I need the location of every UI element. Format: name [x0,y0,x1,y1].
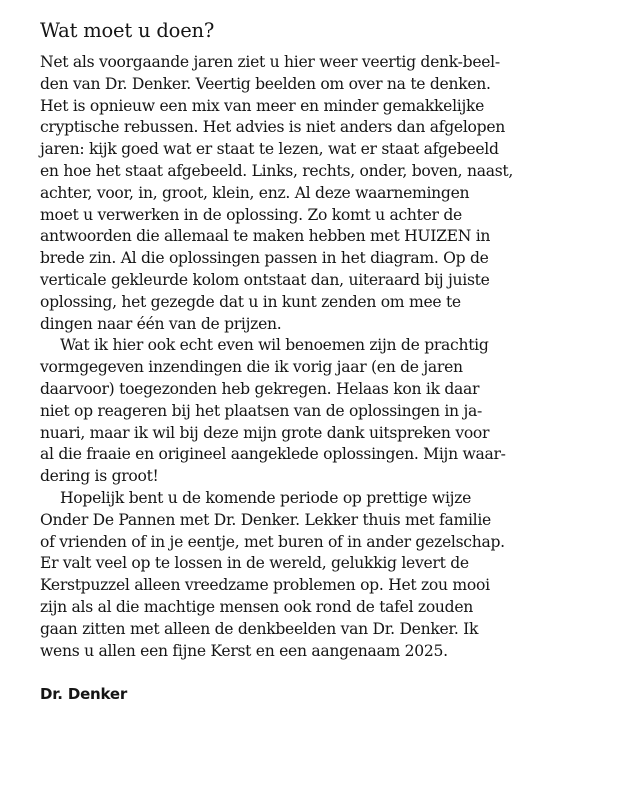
text-line: oplossing, het gezegde dat u in kunt zenden om mee te [40,292,461,311]
text-line: en hoe het staat afgebeeld. Links, rechts, onder, boven, naast, [40,161,514,180]
text-line: vormgegeven inzendingen die ik vorig jaar (en de jaren [40,358,463,377]
text-line: moet u verwerken in de oplossing. Zo komt u achter de [40,205,462,224]
text-line: Onder De Pannen met Dr. Denker. Lekker thuis met familie [40,510,491,529]
text-line: verticale gekleurde kolom ontstaat dan, uiteraard bij juiste [40,270,490,289]
text-line: achter, voor, in, groot, klein, enz. Al deze waarnemingen [40,183,470,202]
author-signature: Dr. Denker [40,685,128,704]
text-line: Kerstpuzzel alleen vreedzame problemen op. Het zou mooi [40,576,490,595]
paragraph-2 [40,335,600,488]
text-line: Wat ik hier ook echt even wil benoemen zijn de prachtig [60,336,489,355]
paragraph-3 [40,488,600,662]
text-line: zijn als al die machtige mensen ook rond de tafel zouden [40,597,474,616]
text-line: jaren: kijk goed wat er staat te lezen, wat er staat afgebeeld [40,140,499,159]
text-line: of vrienden of in je eentje, met buren of in ander gezelschap. [40,532,505,551]
text-line: wens u allen een fijne Kerst en een aangenaam 2025. [40,641,448,660]
article-body [40,52,600,662]
text-line: nuari, maar ik wil bij deze mijn grote dank uitspreken voor [40,423,490,442]
text-line: dering is groot! [40,467,159,486]
text-line: Er valt veel op te lossen in de wereld, gelukkig levert de [40,554,469,573]
text-line: dingen naar één van de prijzen. [40,314,282,333]
text-line: antwoorden die allemaal te maken hebben met HUIZEN in [40,227,491,246]
article-title: Wat moet u doen? [40,19,215,42]
text-line: Het is opnieuw een mix van meer en minder gemakkelijke [40,96,485,115]
text-line: Net als voorgaande jaren ziet u hier weer veertig denk-beel- [40,53,500,71]
article [40,18,600,703]
text-line: cryptische rebussen. Het advies is niet anders dan afgelopen [40,118,505,137]
text-line: daarvoor) toegezonden heb gekregen. Helaas kon ik daar [40,379,480,398]
text-line: gaan zitten met alleen de denkbeelden van Dr. Denker. Ik [40,619,479,638]
paragraph-1 [40,52,600,335]
text-line: Hopelijk bent u de komende periode op prettige wijze [60,488,472,507]
text-line: al die fraaie en origineel aangeklede oplossingen. Mijn waar- [40,445,506,464]
text-line: niet op reageren bij het plaatsen van de oplossingen in ja- [40,401,482,420]
text-line: brede zin. Al die oplossingen passen in het diagram. Op de [40,249,489,268]
text-line: den van Dr. Denker. Veertig beelden om over na te denken. [40,74,491,93]
